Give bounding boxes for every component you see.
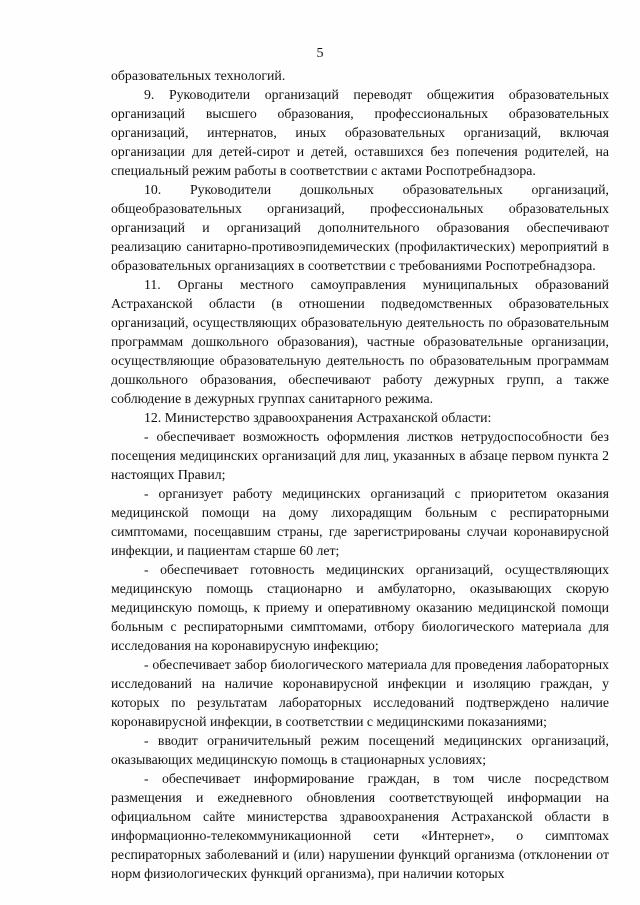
paragraph-subitem-readiness: - обеспечивает готовность медицинских организаций, осуществляющих медицинскую помощь стационарно и амбулаторно, оказывающих скорую медицинскую помощь, к приему и оперативному оказанию медицинской помощи больным с респираторными симптомами, отбору биологического материала для исследования на коронавирусную инфекцию; xyxy=(111,562,609,653)
paragraph-subitem-testing: - обеспечивает забор биологического материала для проведения лабораторных исследований на наличие коронавирусной инфекции и изоляцию граждан, у которых по результатам лабораторных исследований подтверждено наличие коронавирусной инфекции, в соответствии с медицинскими показаниями; xyxy=(111,657,609,729)
paragraph-subitem-informing: - обеспечивает информирование граждан, в том числе посредством размещения и ежедневного обновления соответствующей информации на официальном сайте министерства здравоохранения Астраханской области в информационно-телекоммуникационной сети «Интернет», о симптомах респираторных заболеваний и (или) нарушении функций организма (отклонении от норм физиологических функций организма), при наличии которых xyxy=(111,771,609,881)
paragraph-subitem-visit-restriction: - вводит ограничительный режим посещений медицинских организаций, оказывающих медицинскую помощь в стационарных условиях; xyxy=(111,733,609,767)
paragraph-item-10: 10. Руководители дошкольных образовательных организаций, общеобразовательных организаций, профессиональных образовательных организаций и организаций дополнительного образования обеспечивают реализацию санитарно-противоэпидемических (профилактических) мероприятий в образовательных организациях в соответствии с требованиями Роспотребнадзора. xyxy=(111,182,609,273)
paragraph-continuation: образовательных технологий. xyxy=(111,68,286,83)
page-number: 5 xyxy=(316,46,324,61)
paragraph-item-9: 9. Руководители организаций переводят общежития образовательных организаций высшего образования, профессиональных образовательных организаций, интернатов, иных образовательных организаций, включая организации для детей-сирот и детей, оставшихся без попечения родителей, на специальный режим работы в соответствии с актами Роспотребнадзора. xyxy=(111,87,609,178)
paragraph-subitem-sick-leave: - обеспечивает возможность оформления листков нетрудоспособности без посещения медицинских организаций для лиц, указанных в абзаце первом пункта 2 настоящих Правил; xyxy=(111,429,609,482)
paragraph-item-12: 12. Министерство здравоохранения Астраханской области: xyxy=(144,410,492,425)
paragraph-item-11: 11. Органы местного самоуправления муниципальных образований Астраханской области (в отношении подведомственных образовательных организаций, осуществляющих образовательную деятельность по образовательным программам дошкольного образования), частные образовательные организации, осуществляющие образовательную деятельность по образовательным программам дошкольного образования, обеспечивают работу дежурных групп, а также соблюдение в дежурных группах санитарного режима. xyxy=(111,277,609,406)
paragraph-subitem-home-care: - организует работу медицинских организаций с приоритетом оказания медицинской помощи на дому лихорадящим больным с респираторными симптомами, посещавшим страны, где зарегистрированы случаи коронавирусной инфекции, и пациентам старше 60 лет; xyxy=(111,486,609,558)
document-body xyxy=(111,66,609,883)
